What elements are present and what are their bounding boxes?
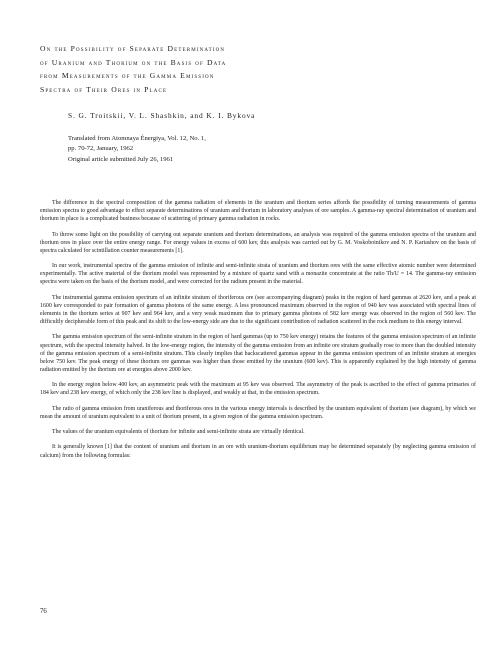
title-line: Spectra of Their Ores in Place	[40, 84, 168, 94]
title-line: On the Possibility of Separate Determination	[40, 44, 226, 53]
citation-block	[68, 134, 206, 165]
citation-line: Translated from Atomnaya Énergiya, Vol. 12, No. 1,	[68, 135, 206, 142]
article-title	[40, 42, 480, 96]
body-paragraph: It is generally known [1] that the content of uranium and thorium in an ore with uranium-thorium equilibrium may be determined separately (by neglecting gamma emission of calcium) from the following formulas:	[40, 444, 476, 459]
page-number: 76	[40, 608, 47, 615]
body-paragraph: To throw some light on the possibility of carrying out separate uranium and thorium determinations, an analysis was required of the gamma emission spectra of the uranium and thorium ores in place over the entire energy range. For energy values in excess of 600 kev, this analysis was carried out by G. M. Voskoboinikov and N. P. Kartashov on the basis of spectra calculated for scintillation counter measurements [1].	[40, 231, 476, 254]
body-paragraph: In the energy region below 400 kev, an asymmetric peak with the maximum at 95 kev was observed. The asymmetry of the peak is ascribed to the effect of gamma primaries of 184 kev and 238 kev energy, of which only the 238 kev line is displayed, and weakly at that, in the emission spectrum.	[40, 382, 476, 397]
title-line: of Uranium and Thorium on the Basis of Data	[40, 57, 227, 67]
body-paragraph: The gamma emission spectrum of the semi-infinite stratum in the region of hard gammas (up to 750 kev energy) retains the features of the gamma emission spectrum of an infinite spectrum, with the spectral intensity halved. In the low-energy region, the intensity of the gamma emission from an infinite ore stratum gradually rose to more than the doubled intensity of the gamma emission spectrum of a semi-infinite stratum. This clearly implies that backscattered gammas appear in the gamma emission spectrum of an infinite stratum at energies below 750 kev. The peak energy of these thorium ore gammas was higher than those emitted by the uranium (600 kev). This is apparently explained by the high intensity of gamma radiation emitted by the thorium ore at energies above 2000 kev.	[40, 334, 476, 374]
body-paragraph: The instrumental gamma emission spectrum of an infinite stratum of thoriferous ore (see accompanying diagram) peaks in the region of hard gammas at 2620 kev, and a peak at 1600 kev corresponded to pair formation of gamma photons of the same energy. A less pronounced maximum observed in the region of 940 kev was associated with spectral lines of elements in the thorium series at 907 kev and 964 kev, and a very weak maximum due to primary gamma photons of 582 kev energy was observed in the region of 560 kev. The difficultly decipherable form of this peak and its shift to the low-energy side are due to the significant contribution of radiation scattered in the rock medium to this energy interval.	[40, 294, 476, 326]
body-paragraph: The difference in the spectral composition of the gamma radiation of elements in the uranium and thorium series affords the possibility of turning measurements of gamma emission spectra to good advantage to effect separate determinations of uranium and thorium in laboratory analyses of ore samples. A gamma-ray spectral determination of uranium and thorium in place is a complicated business because of scattering of primary gamma radiation in rocks.	[40, 200, 476, 223]
article-body	[40, 199, 476, 467]
body-paragraph: The ratio of gamma emission from uraniferous and thoriferous ores in the various energy intervals is described by the uranium equivalent of thorium (see diagram), by which we mean the amount of uranium equivalent to a unit of thorium present, in a given region of the gamma emission spectrum.	[40, 405, 476, 420]
title-line: from Measurements of the Gamma Emission	[40, 71, 215, 81]
citation-line: Original article submitted July 26, 1961	[68, 155, 174, 163]
body-paragraph: In our work, instrumental spectra of the gamma emission of infinite and semi-infinite strata of uranium and thorium ores with the same effective atomic number were determined experimentally. The active material of the thorium model was represented by a mixture of quartz sand with a monazite concentrate at the ratio Th/U = 14. The gamma-ray emission spectra were taken on the basis of the thorium model, and were corrected for the radium present in the material.	[40, 263, 476, 286]
body-paragraph: The values of the uranium equivalents of thorium for infinite and semi-infinite strata are virtually identical.	[52, 429, 305, 436]
citation-line: pp. 70-72, January, 1962	[68, 145, 134, 153]
author-list: S. G. Troitskii, V. L. Shashkin, and K. I. Bykova	[68, 111, 256, 120]
